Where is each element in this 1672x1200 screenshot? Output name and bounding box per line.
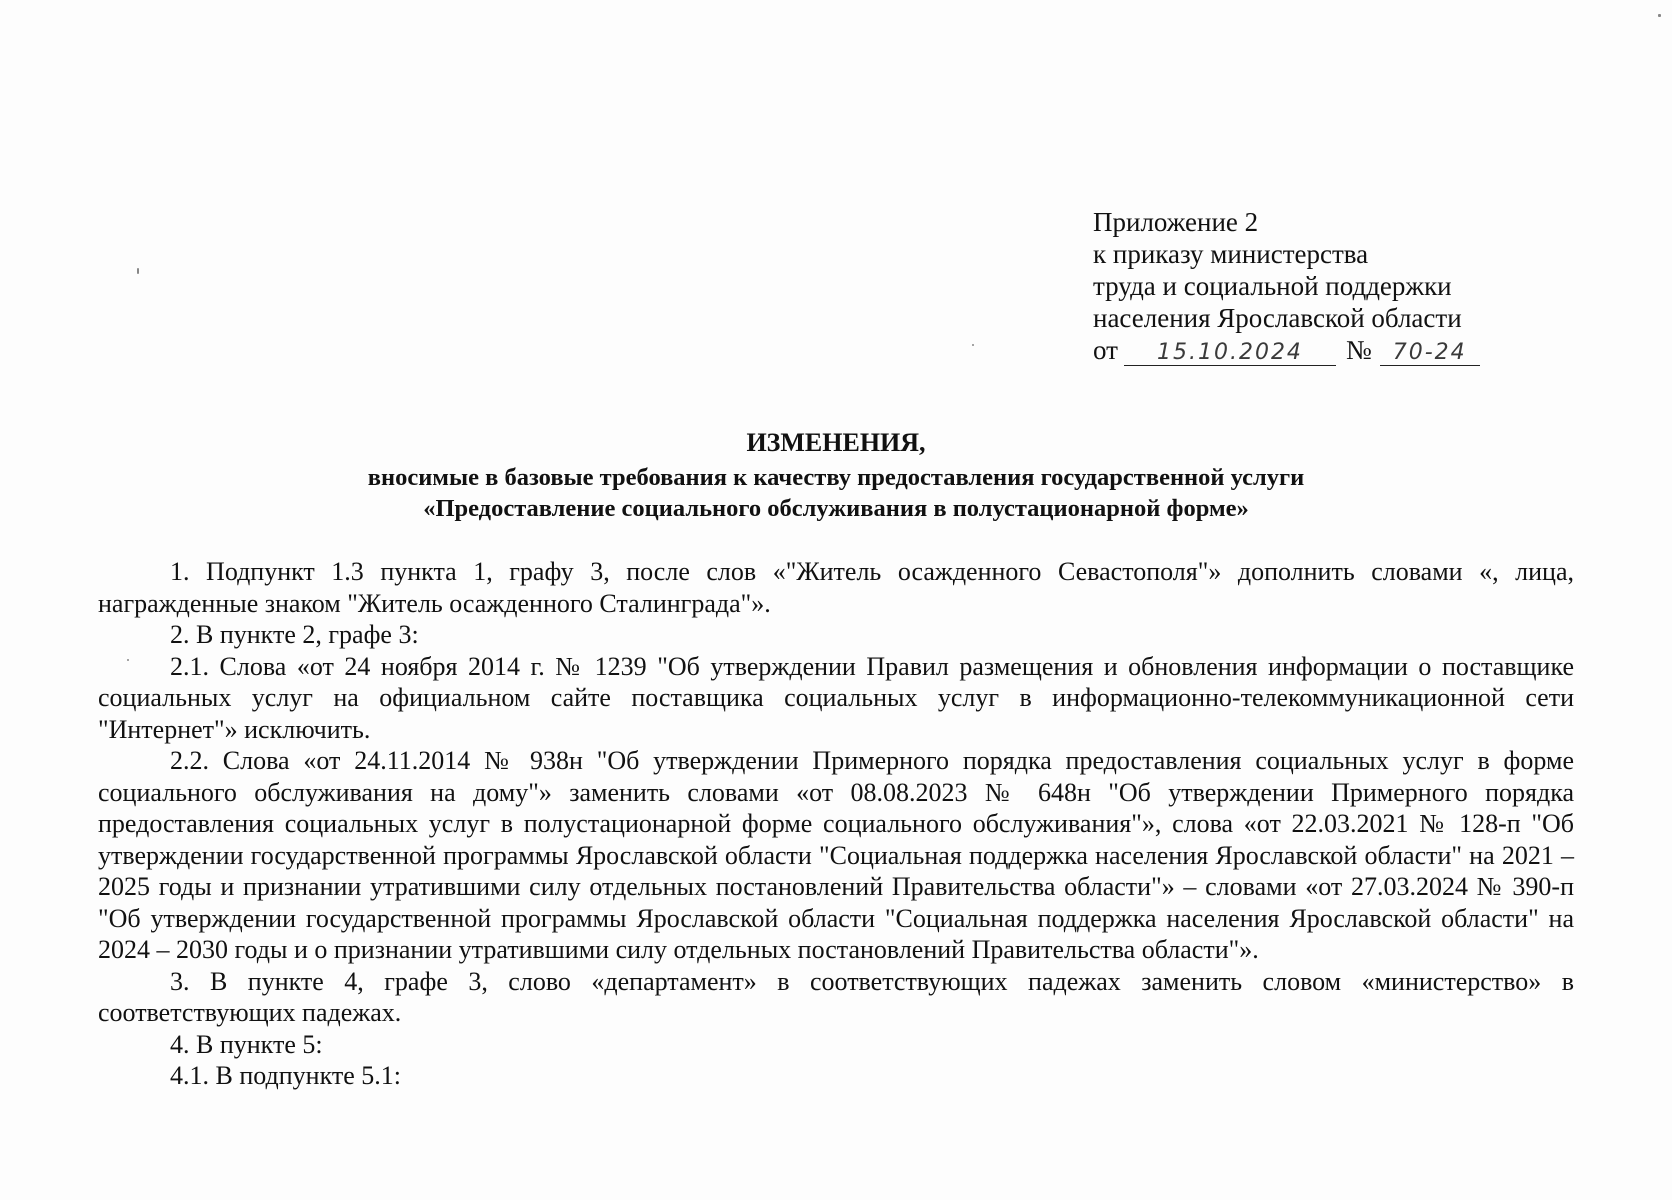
number-sign: №: [1345, 335, 1372, 365]
appendix-block: [1093, 206, 1480, 366]
paragraph-4-1: 4.1. В подпункте 5.1:: [170, 1061, 401, 1090]
scan-speck: [1658, 14, 1661, 17]
appendix-order-ref: к приказу министерства: [1093, 239, 1369, 269]
appendix-ministry-name: труда и социальной поддержки: [1093, 271, 1452, 301]
document-subtitle-line1: вносимые в базовые требования к качеству предоставления государственной услуги: [367, 464, 1305, 491]
document-subtitle-line2: «Предоставление социального обслуживания в полустационарной форме»: [423, 495, 1249, 522]
paragraph-2-2: 2.2. Слова «от 24.11.2014 № 938н "Об утверждении Примерного порядка предоставления социальных услуг в форме социального обслуживания на дому"» заменить словами «от 08.08.2023 № 648н "Об утверждении Примерного порядка предоставления социальных услуг в полустационарной форме социального обслуживания"», слова «от 22.03.2021 № 128-п "Об утверждении государственной программы Ярославской области "Социальная поддержка населения Ярославской области" на 2021 – 2025 годы и признании утратившими силу отдельных постановлений Правительства области"» – словами «от 27.03.2024 № 390-п "Об утверждении государственной программы Ярославской области "Социальная поддержка населения Ярославской области" на 2024 – 2030 годы и о признании утратившими силу отдельных постановлений Правительства области"».: [98, 746, 1574, 964]
date-prefix: от: [1093, 335, 1118, 365]
document-body: [98, 556, 1574, 1092]
handwritten-number: 70-24: [1380, 341, 1480, 366]
scan-speck: [137, 268, 139, 274]
paragraph-4: 4. В пункте 5:: [170, 1029, 323, 1059]
paragraph-3: 3. В пункте 4, графе 3, слово «департамент» в соответствующих падежах заменить словом «министерство» в соответствующих падежах.: [98, 966, 1574, 1027]
scan-speck: [127, 659, 129, 661]
paragraph-2-1: 2.1. Слова «от 24 ноября 2014 г. № 1239 "Об утверждении Правил размещения и обновления информации о поставщике социальных услуг на официальном сайте поставщика социальных услуг в информационно-телекоммуникационной сети "Интернет"» исключить.: [98, 651, 1574, 744]
appendix-title: Приложение 2: [1093, 207, 1259, 237]
appendix-date-number-line: [1093, 334, 1480, 366]
paragraph-1: 1. Подпункт 1.3 пункта 1, графу 3, после слов «"Житель осажденного Севастополя"» дополнить словами «, лица, награжденные знаком "Житель осажденного Сталинграда"».: [98, 557, 1574, 618]
handwritten-date: 15.10.2024: [1124, 341, 1336, 366]
appendix-region-name: населения Ярославской области: [1093, 303, 1462, 333]
document-title: ИЗМЕНЕНИЯ,: [746, 428, 926, 457]
scan-speck: [972, 344, 974, 346]
paragraph-2: 2. В пункте 2, графе 3:: [170, 620, 419, 649]
